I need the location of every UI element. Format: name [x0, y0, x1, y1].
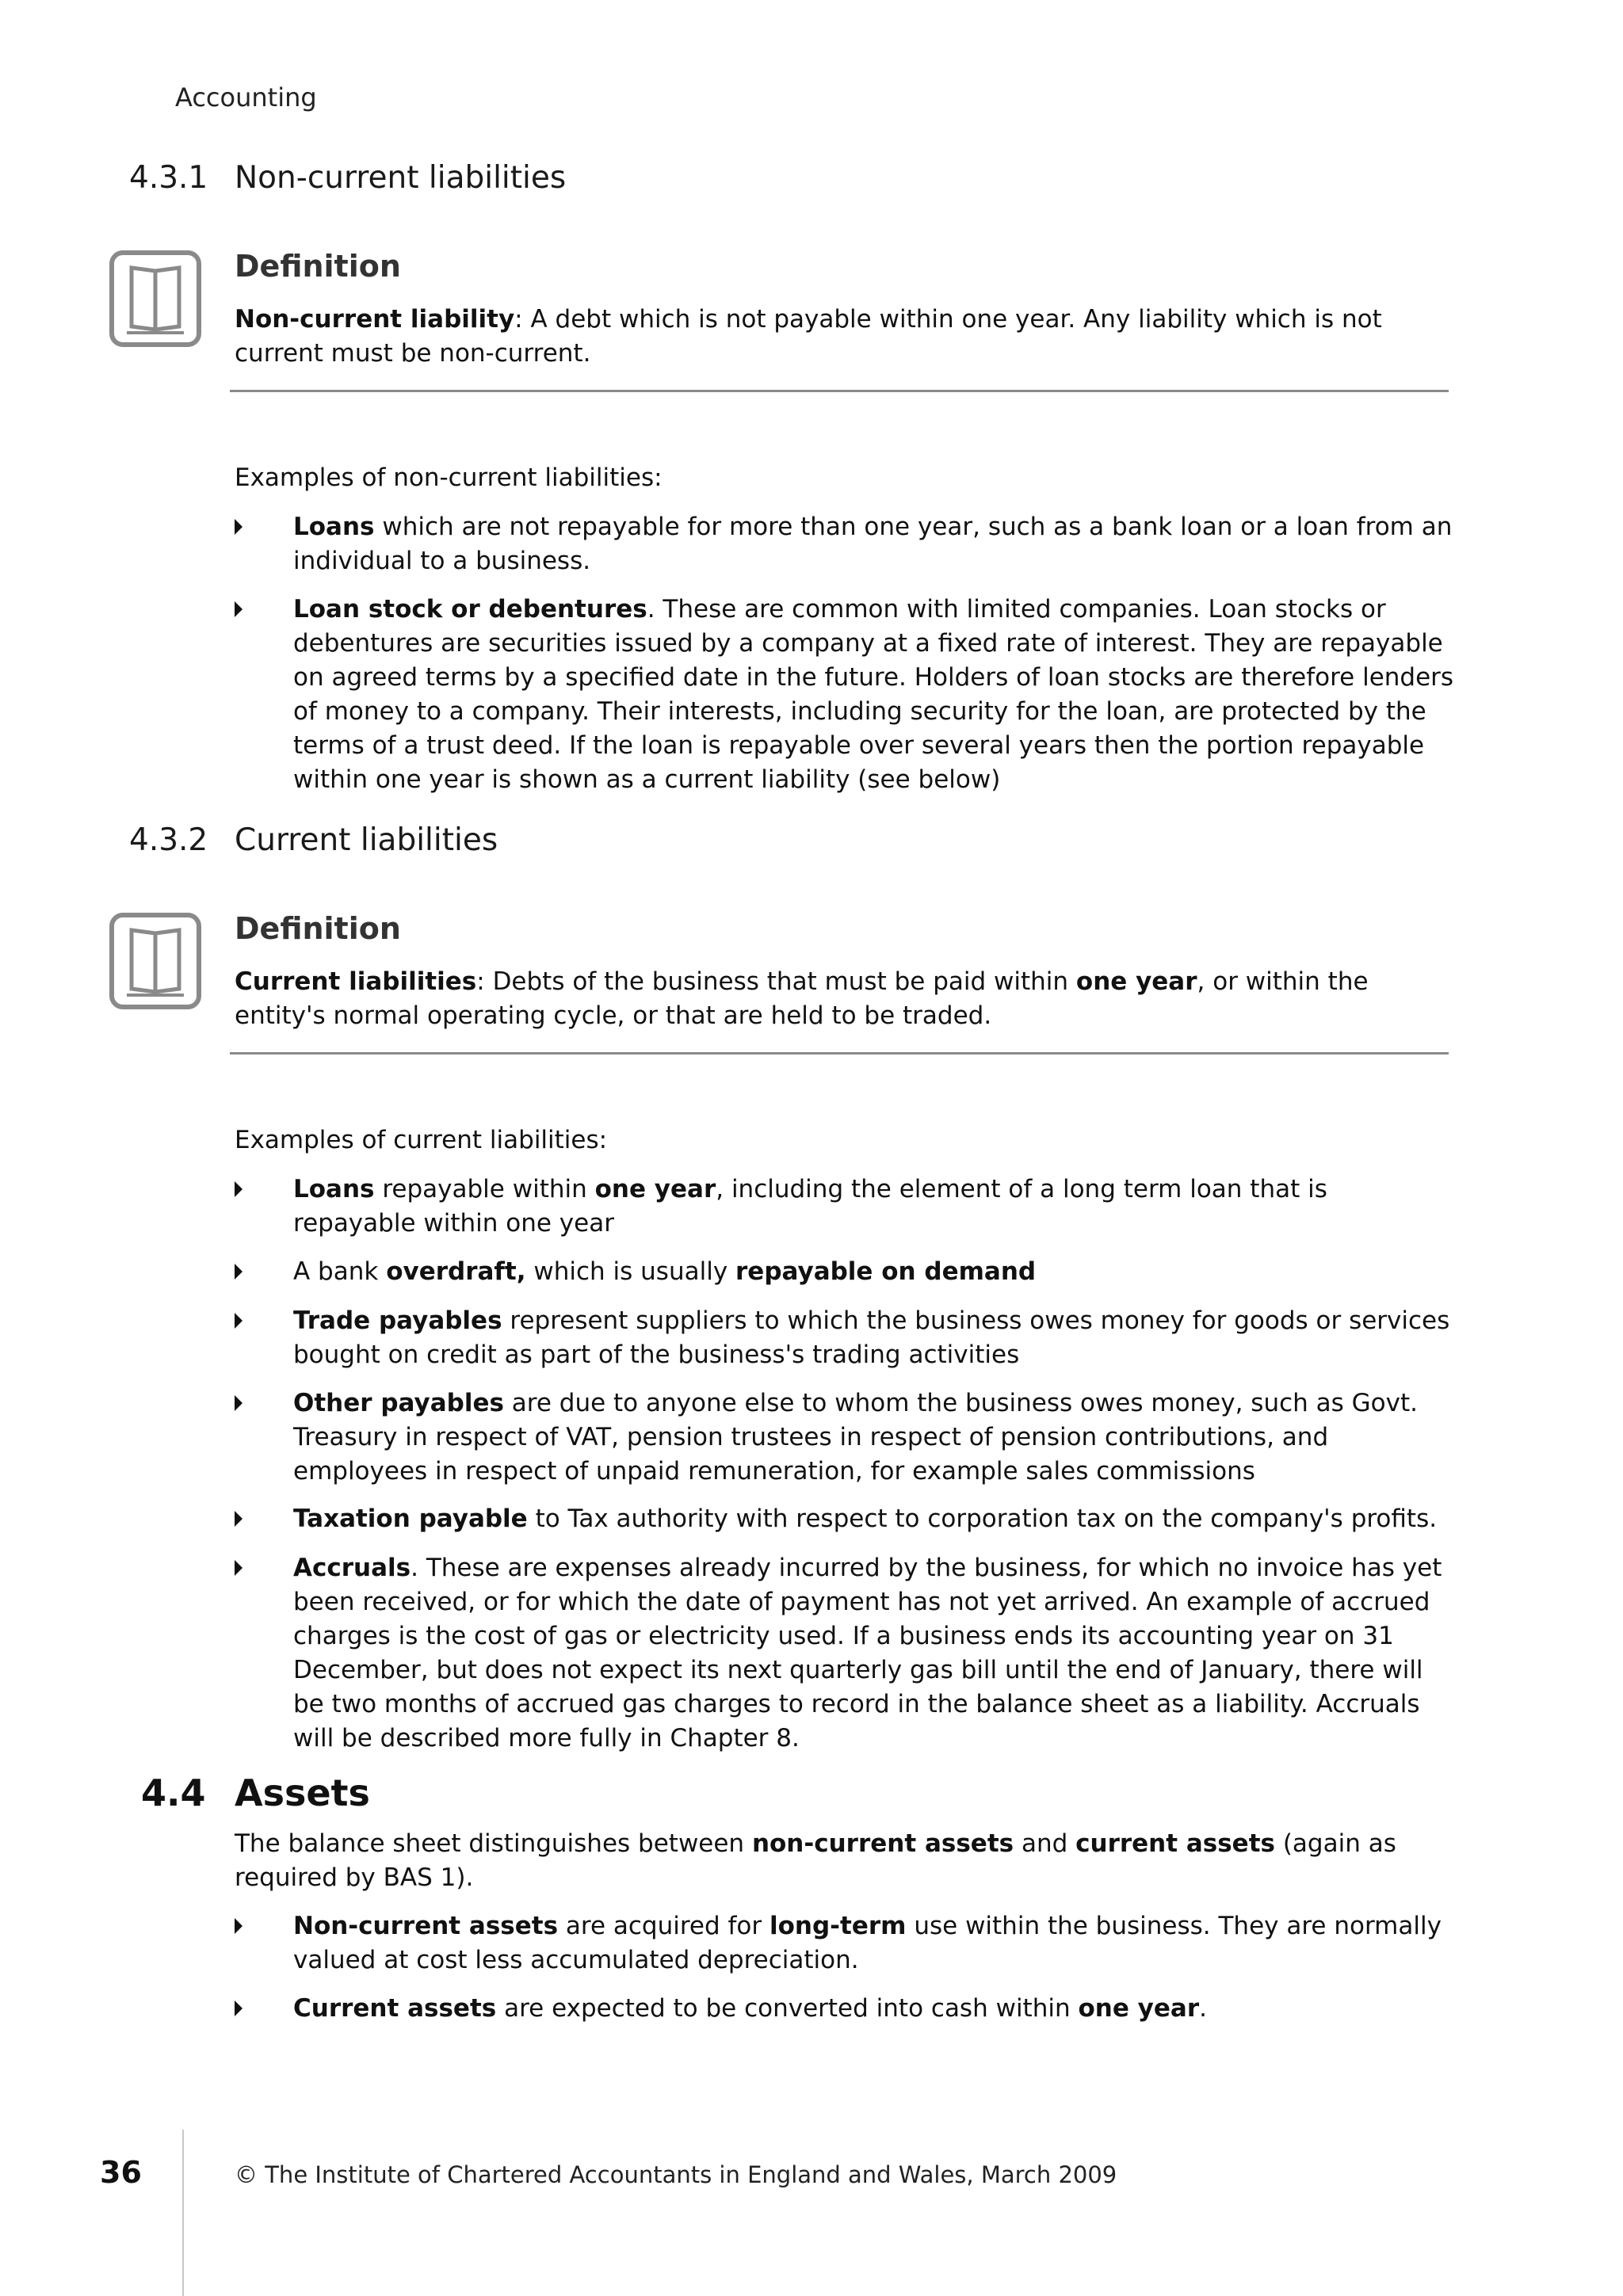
definition-text: Current liabilities: Debts of the business that must be paid within one year, or within the entity's normal operating cycle, or that are held to be traded. [235, 967, 1369, 1030]
section-number: 4.3.2 [129, 822, 208, 858]
bullet-arrow-icon [235, 1395, 242, 1411]
list-item: Current assets are expected to be converted into cash within one year. [235, 1992, 1455, 2026]
bullet-arrow-icon [235, 601, 242, 617]
section-title: Non-current liabilities [235, 160, 567, 196]
list-item: Loan stock or debentures. These are common with limited companies. Loan stocks or debentures are securities issued by a company at a fixed rate of interest. They are repayable on agreed terms by a specified date in the future. Holders of loan stocks are therefore lenders of money to a company. Their interests, including security for the loan, are protected by the terms of a trust deed. If the loan is repayable over several years then the portion repayable within one year is shown as a current liability (see below) [235, 593, 1455, 797]
examples-intro: Examples of current liabilities: [235, 1126, 608, 1154]
list-item: Trade payables represent suppliers to which the business owes money for goods or services bought on credit as part of the business's trading activities [235, 1304, 1455, 1372]
bullet-arrow-icon [235, 1181, 242, 1197]
list-item: Non-current assets are acquired for long-term use within the business. They are normally valued at cost less accumulated depreciation. [235, 1909, 1455, 1978]
running-head: Accounting [175, 82, 317, 113]
bullet-arrow-icon [235, 1560, 242, 1576]
copyright-notice: © The Institute of Chartered Accountants in England and Wales, March 2009 [235, 2161, 1117, 2188]
bullet-arrow-icon [235, 1918, 242, 1934]
list-item: Loans which are not repayable for more than one year, such as a bank loan or a loan from an individual to a business. [235, 510, 1455, 578]
assets-intro: The balance sheet distinguishes between non-current assets and current assets (again as required by BAS 1). [235, 1829, 1396, 1892]
list-item: Other payables are due to anyone else to whom the business owes money, such as Govt. Treasury in respect of VAT, pension trustees in respect of pension contributions, and employees in respect of unpaid remuneration, for example sales commissions [235, 1386, 1455, 1489]
definition-text: Non-current liability: A debt which is not payable within one year. Any liability which is not current must be non-current. [235, 305, 1382, 368]
bullet-arrow-icon [235, 1264, 242, 1280]
section-title: Assets [235, 1772, 370, 1814]
bullet-arrow-icon [235, 2000, 242, 2016]
definition-rule [230, 1052, 1449, 1055]
examples-intro: Examples of non-current liabilities: [235, 463, 663, 492]
list-item: Loans repayable within one year, including the element of a long term loan that is repayable within one year [235, 1173, 1455, 1241]
bullet-arrow-icon [235, 519, 242, 535]
definition-term: Current liabilities [235, 967, 477, 996]
footer-divider [182, 2130, 184, 2296]
list-item: Taxation payable to Tax authority with respect to corporation tax on the company's profits. [235, 1502, 1455, 1536]
definition-heading: Definition [235, 911, 401, 946]
definition-rule [230, 390, 1449, 392]
list-item: Accruals. These are expenses already incurred by the business, for which no invoice has yet been received, or for which the date of payment has not yet arrived. An example of accrued charges is the cost of gas or electricity used. If a business ends its accounting year on 31 December, but does not expect its next quarterly gas bill until the end of January, there will be two months of accrued gas charges to record in the balance sheet as a liability. Accruals will be described more fully in Chapter 8. [235, 1551, 1455, 1756]
section-number: 4.3.1 [129, 160, 208, 196]
open-book-icon [109, 250, 201, 347]
list-item: A bank overdraft, which is usually repayable on demand [235, 1255, 1455, 1289]
definition-term: Non-current liability [235, 305, 515, 334]
open-book-icon [109, 913, 201, 1009]
section-title: Current liabilities [235, 822, 498, 858]
definition-heading: Definition [235, 249, 401, 284]
bullet-arrow-icon [235, 1511, 242, 1527]
page-number: 36 [100, 2155, 142, 2190]
bullet-arrow-icon [235, 1313, 242, 1329]
section-number: 4.4 [141, 1772, 206, 1814]
